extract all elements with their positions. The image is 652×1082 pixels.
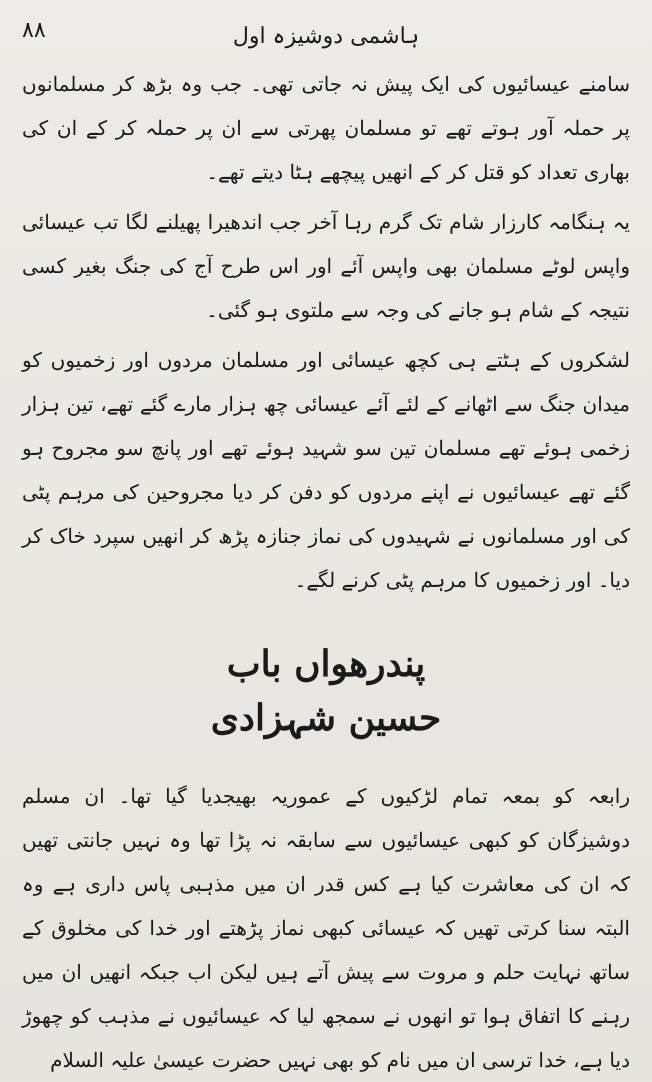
chapter-heading <box>22 638 630 744</box>
paragraph: سامنے عیسائیوں کی ایک پیش نہ جاتی تھی۔ جب وہ بڑھ کر مسلمانوں پر حملہ آور ہوتے تھے تو مسلمان پھرتی سے ان پر حملہ کر کے ان کی بھاری تعداد کو قتل کر کے انھیں پیچھے ہٹا دیتے تھے۔ <box>22 72 630 184</box>
page-number: ۸۸ <box>22 18 46 43</box>
paragraph: لشکروں کے ہٹتے ہی کچھ عیسائی اور مسلمان مردوں اور زخمیوں کو میدان جنگ سے اٹھانے کے لئے آئے عیسائی چھ ہزار مارے گئے تھے، تین ہزار زخمی ہوئے تھے مسلمان تین سو شہید ہوئے تھے اور پانچ سو مجروح ہو گئے تھے عیسائیوں نے اپنے مردوں کو دفن کر دیا مجروحین کی مرہم پٹی کی اور مسلمانوں نے شہیدوں کی نماز جنازہ پڑھ کر انھیں سپرد خاک کر دیا۔ اور زخمیوں کا مرہم پٹی کرنے لگے۔ <box>22 348 630 592</box>
running-head: ہاشمی دوشیزہ اول <box>232 24 420 49</box>
page-header <box>22 16 630 58</box>
paragraph: یہ ہنگامہ کارزار شام تک گرم رہا آخر جب اندھیرا پھیلنے لگا تب عیسائی واپس لوٹے مسلمان بھی واپس آئے اور اس طرح آج کی جنگ بغیر کسی نتیجہ کے شام ہو جانے کی وجہ سے ملتوی ہو گئی۔ <box>22 210 630 322</box>
paragraph: رابعہ کو بمعہ تمام لڑکیوں کے عموریہ بھیجدیا گیا تھا۔ ان مسلم دوشیزگان کو کبھی عیسائیوں سے سابقہ نہ پڑا تھا وہ نہیں جانتی تھیں کہ ان کی معاشرت کیا ہے کس قدر ان میں مذہبی پاس داری ہے وہ البتہ سنا کرتی تھیں کہ عیسائی کبھی نماز پڑھتے اور خدا کی مخلوق کے ساتھ نہایت حلم و مروت سے پیش آتے ہیں لیکن اب جبکہ انھیں ان میں رہنے کا اتفاق ہوا تو انھوں نے سمجھ لیا کہ عیسائیوں نے مذہب کو چھوڑ دیا ہے، خدا ترسی ان میں نام کو بھی نہیں حضرت عیسیٰ علیہ السلام <box>22 784 630 1072</box>
chapter-title: حسین شہزادی <box>210 697 442 739</box>
chapter-number: پندرھواں باب <box>226 643 426 685</box>
